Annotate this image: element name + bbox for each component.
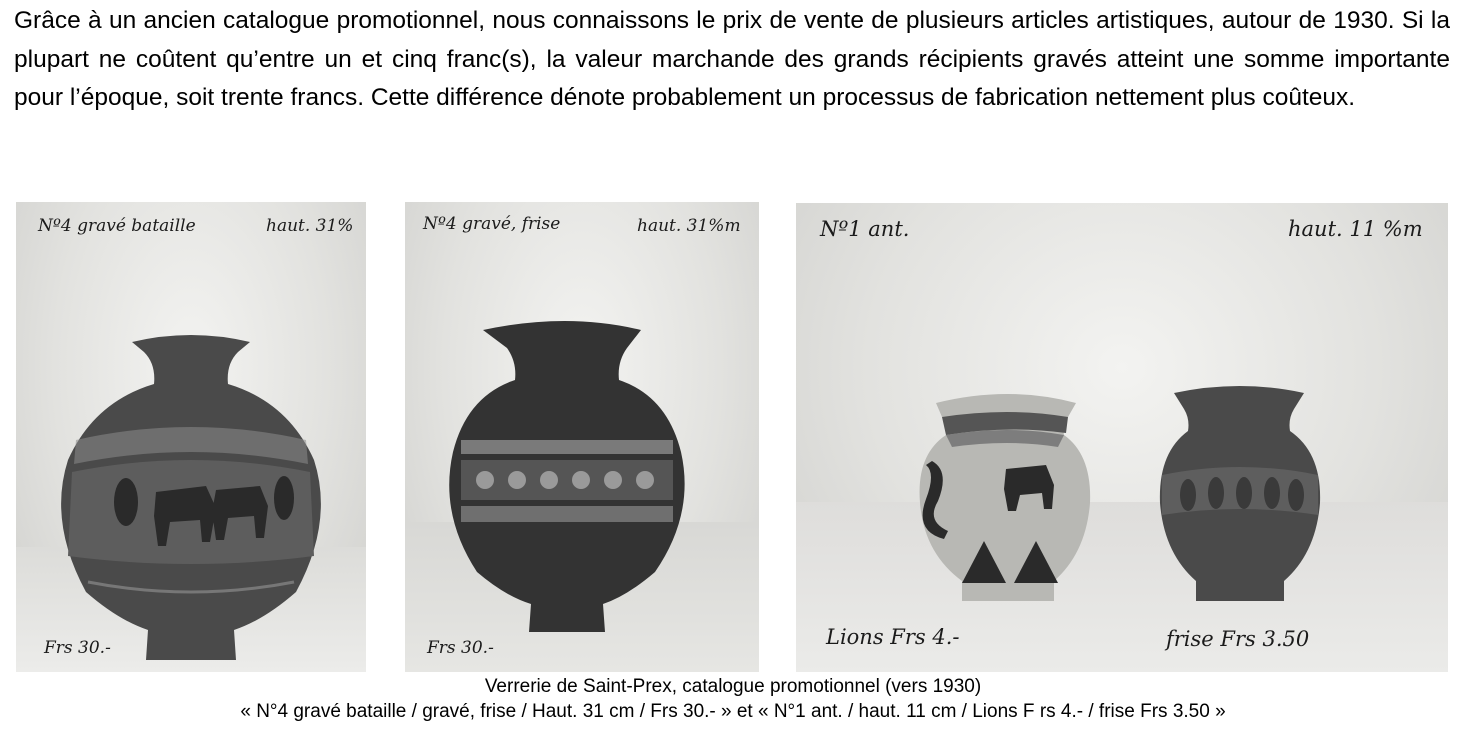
intro-paragraph: Grâce à un ancien catalogue promotionnel, nous connaissons le prix de vente de plusieurs articles artistiques, autour de 1930. Si la plupart ne coûtent qu’entre un et cinq franc(s), la valeur marchande des grands récipients gravés atteint une somme importante pour l’époque, soit trente francs. Cette différence dénote probablement un processus de fabrication nettement plus coûteux.: [14, 7, 1450, 111]
photo-price-frieze: frise Frs 3.50: [1166, 627, 1310, 651]
photo-price: Frs 30.-: [44, 638, 111, 658]
catalogue-photo-vase-frieze: [405, 202, 759, 672]
figure-caption-line-1: Verrerie de Saint-Prex, catalogue promotionnel (vers 1930): [484, 676, 982, 697]
catalogue-photo-small-vases: [796, 203, 1448, 672]
photo-label-left: Nº1 ant.: [820, 217, 910, 241]
photo-label-height: haut. 31%m: [637, 216, 741, 236]
figure-caption-line-2: « N°4 gravé bataille / gravé, frise / Haut. 31 cm / Frs 30.- » et « N°1 ant. / haut. 11 cm / Lions F rs 4.- / frise Frs 3.50 »: [240, 701, 1226, 722]
photo-label-height: haut. 31%: [266, 216, 354, 236]
photo-label-left: Nº4 gravé bataille: [38, 216, 196, 236]
photo-price: Frs 30.-: [427, 638, 494, 658]
photo-label-left: Nº4 gravé, frise: [423, 214, 561, 234]
two-small-vases-image: [796, 203, 1448, 672]
photo-price-lions: Lions Frs 4.-: [826, 625, 960, 649]
photo-label-height: haut. 11 %m: [1288, 217, 1423, 241]
catalogue-photo-vase-battle: [16, 202, 366, 672]
engraved-battle-vase-image: [16, 202, 366, 672]
engraved-frieze-vase-image: [405, 202, 759, 672]
